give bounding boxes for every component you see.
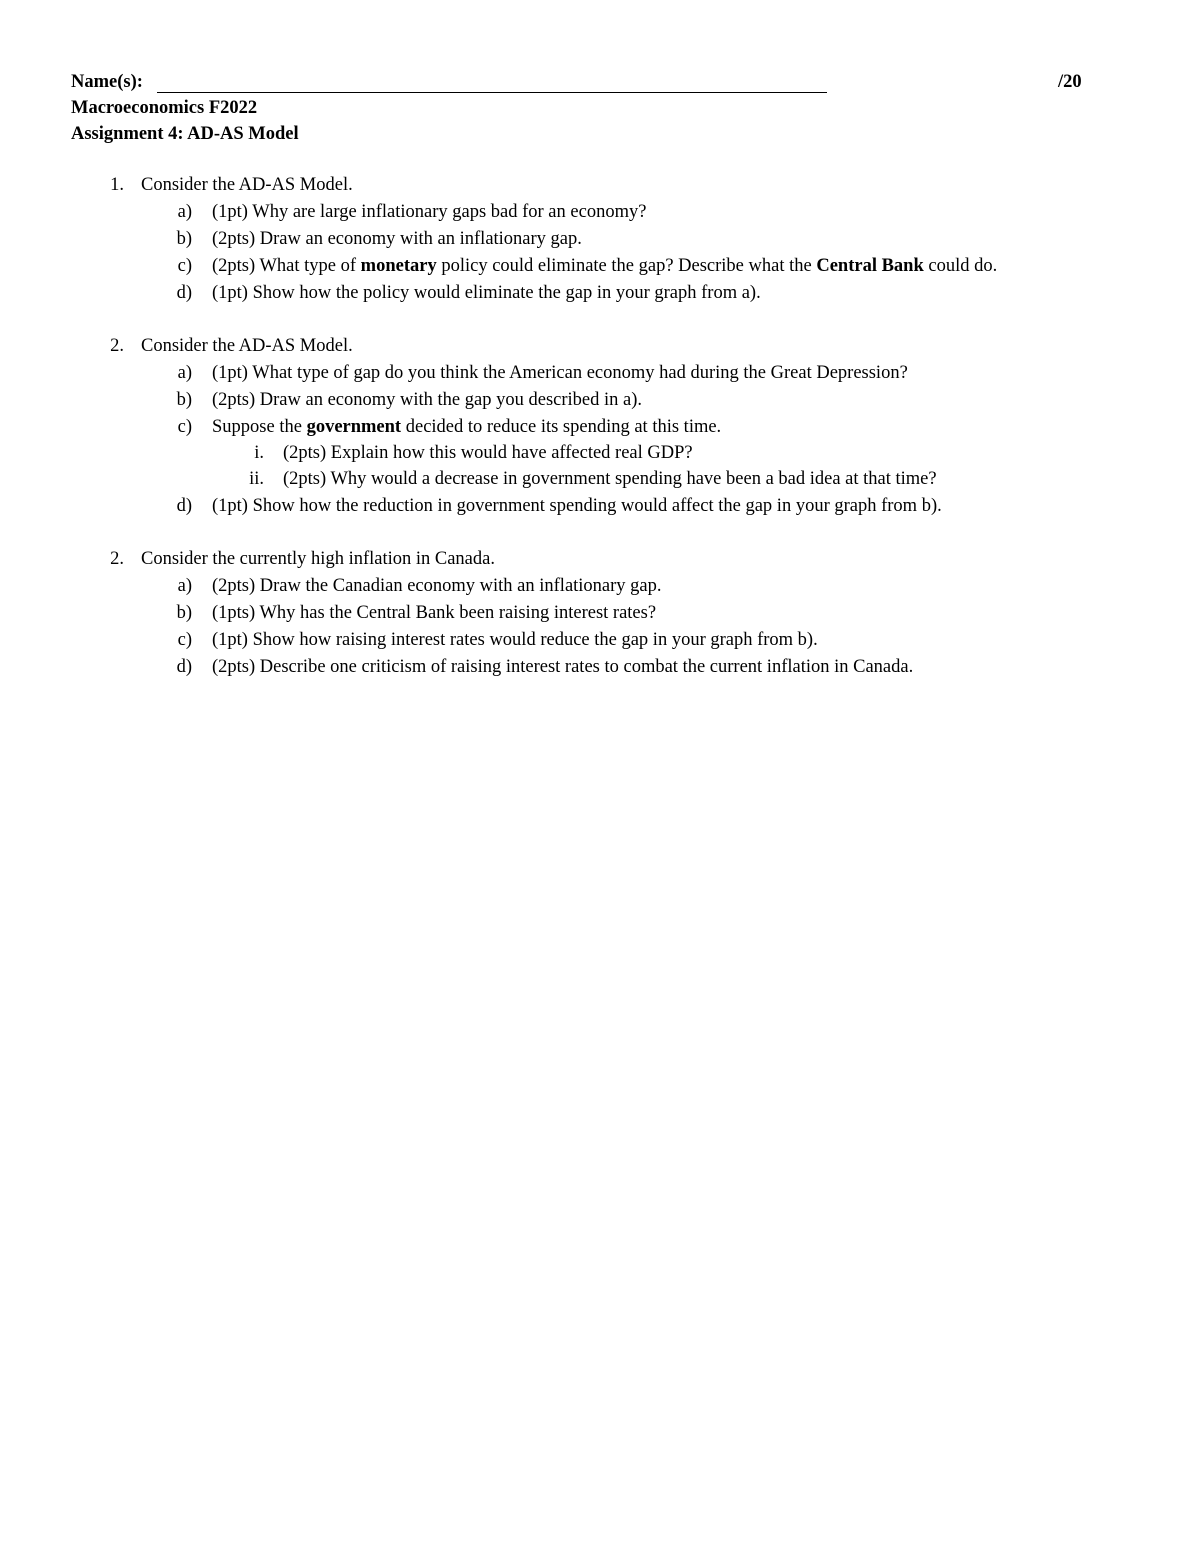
q2b-text: (2pts) Draw an economy with the gap you described in a).	[212, 390, 642, 410]
q2cii-text: (2pts) Why would a decrease in government spending have been a bad idea at that time?	[283, 469, 937, 489]
q2c-text	[212, 417, 721, 438]
q3a-label: a)	[177, 576, 192, 596]
q1a-label: a)	[177, 202, 192, 222]
course-title: Macroeconomics F2022	[71, 98, 258, 118]
q3b-text: (1pts) Why has the Central Bank been raising interest rates?	[212, 603, 657, 623]
q3d-text: (2pts) Describe one criticism of raising interest rates to combat the current inflation in Canada.	[212, 657, 914, 677]
name-blank-line	[157, 92, 827, 93]
name-label: Name(s):	[71, 72, 143, 92]
q3b-label: b)	[176, 603, 192, 623]
q2d-text: (1pt) Show how the reduction in government spending would affect the gap in your graph from b).	[212, 496, 942, 516]
q1d-label: d)	[176, 283, 192, 303]
q3-number: 2.	[110, 549, 124, 569]
q1d-text: (1pt) Show how the policy would eliminate the gap in your graph from a).	[212, 283, 761, 303]
q2c-bold-government: government	[306, 417, 402, 437]
q2a-text: (1pt) What type of gap do you think the American economy had during the Great Depression?	[212, 363, 908, 383]
q1b-label: b)	[176, 229, 192, 249]
q3c-text: (1pt) Show how raising interest rates would reduce the gap in your graph from b).	[212, 630, 818, 650]
q1c-text-pre: (2pts) What type of	[212, 256, 361, 276]
q2b-label: b)	[176, 390, 192, 410]
q2c-label: c)	[177, 417, 192, 437]
q2-text: Consider the AD-AS Model.	[141, 336, 353, 356]
q1c-text-mid: policy could eliminate the gap? Describe what the	[436, 256, 817, 276]
q1c-bold-central-bank: Central Bank	[816, 256, 924, 276]
assignment-title: Assignment 4: AD-AS Model	[71, 124, 299, 144]
q3c-label: c)	[177, 630, 192, 650]
q1c-bold-monetary: monetary	[360, 256, 437, 276]
q2c-text-pre: Suppose the	[212, 417, 307, 437]
q1a-text: (1pt) Why are large inflationary gaps bad for an economy?	[212, 202, 647, 222]
q1c-label: c)	[177, 256, 192, 276]
q3a-text: (2pts) Draw the Canadian economy with an inflationary gap.	[212, 576, 662, 596]
q2-number: 2.	[110, 336, 124, 356]
q2d-label: d)	[176, 496, 192, 516]
q2ci-label: i.	[254, 443, 264, 463]
q2c-text-post: decided to reduce its spending at this time.	[401, 417, 722, 437]
q2ci-text: (2pts) Explain how this would have affected real GDP?	[283, 443, 693, 463]
score-total: /20	[1058, 72, 1082, 92]
q1c-text-post: could do.	[923, 256, 998, 276]
q1b-text: (2pts) Draw an economy with an inflationary gap.	[212, 229, 582, 249]
q1c-text	[212, 256, 997, 277]
q1-text: Consider the AD-AS Model.	[141, 175, 353, 195]
q1-number: 1.	[110, 175, 124, 195]
q3-text: Consider the currently high inflation in Canada.	[141, 549, 495, 569]
q2a-label: a)	[177, 363, 192, 383]
q3d-label: d)	[176, 657, 192, 677]
q2cii-label: ii.	[249, 469, 264, 489]
